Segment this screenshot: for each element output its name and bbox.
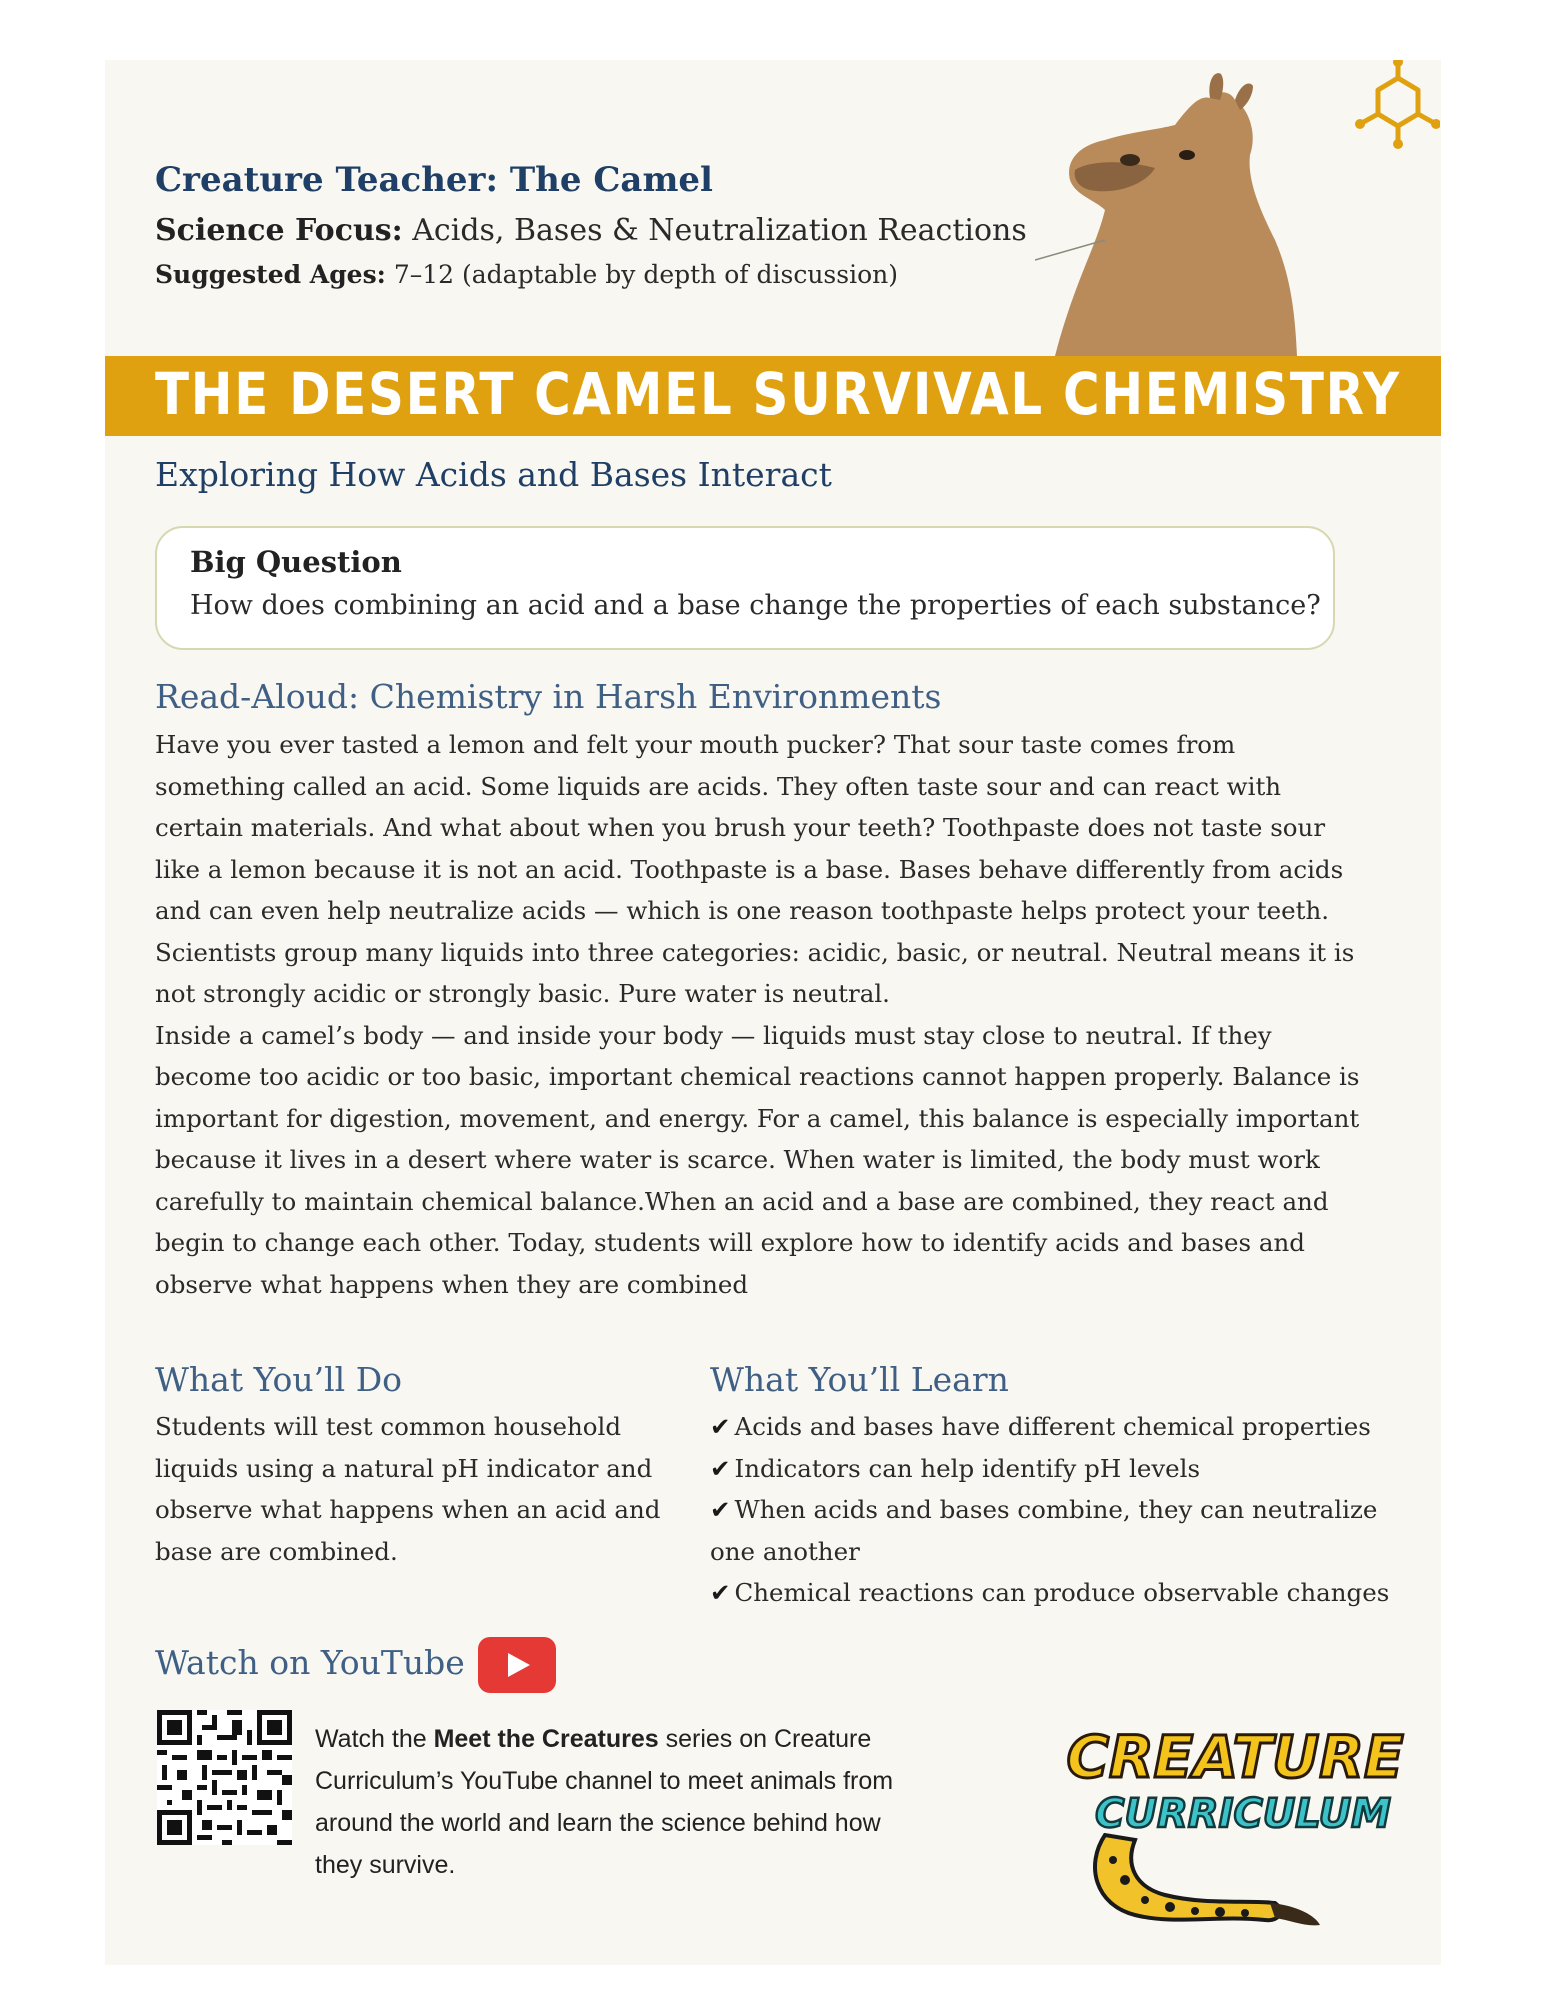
title-banner <box>105 356 1441 436</box>
youtube-text-after: series on Creature Curriculum’s YouTube channel to meet animals from around the world and learn the science behind how they survive. <box>315 1725 894 1879</box>
qr-code[interactable] <box>157 1710 292 1845</box>
series-name: Meet the Creatures <box>433 1725 659 1753</box>
list-item <box>710 1489 1410 1572</box>
suggested-ages-value: 7–12 (adaptable by depth of discussion) <box>385 260 898 289</box>
read-aloud-paragraph: Scientists group many liquids into three categories: acidic, basic, or neutral. Neutral means it is not strongly acidic or strongly basic. Pure water is neutral. <box>155 937 1355 1008</box>
big-question-box <box>155 526 1335 650</box>
check-icon: ✔ <box>710 1495 731 1524</box>
read-aloud-paragraph: Inside a camel’s body — and inside your body — liquids must stay close to neutral. If they become too acidic or too basic, important chemical reactions cannot happen properly. Balance is important for digestion, movement, and energy. For a camel, this balance is especially important because it lives in a desert where water is scarce. When water is limited, the body must work carefully to maintain chemical balance.When an acid and a base are combined, they react and begin to change each other. Today, students will explore how to identify acids and bases and observe what happens when they are combined <box>155 1020 1360 1299</box>
list-item <box>710 1448 1410 1490</box>
what-youll-do-text: Students will test common household liquids using a natural pH indicator and observe what happens when an acid and base are combined. <box>155 1412 661 1566</box>
creature-curriculum-logo <box>1065 1715 1405 1935</box>
big-question-text: How does combining an acid and a base change the properties of each substance? <box>190 590 1321 621</box>
teacher-title: Creature Teacher: The Camel <box>155 160 713 200</box>
list-item <box>710 1572 1410 1614</box>
list-item <box>710 1406 1410 1448</box>
learn-item-text: Acids and bases have different chemical properties <box>734 1412 1371 1441</box>
read-aloud-heading: Read-Aloud: Chemistry in Harsh Environments <box>155 677 942 716</box>
check-icon: ✔ <box>710 1578 731 1607</box>
read-aloud-paragraph: Have you ever tasted a lemon and felt your mouth pucker? That sour taste comes from something called an acid. Some liquids are acids. They often taste sour and can react with certain materials. And what about when you brush your teeth? Toothpaste does not taste sour like a lemon because it is not an acid. Toothpaste is a base. Bases behave differently from acids and can even help neutralize acids — which is one reason toothpaste helps protect your teeth. <box>155 730 1344 925</box>
youtube-play-button[interactable] <box>478 1637 556 1693</box>
learn-item-text: Chemical reactions can produce observable changes <box>734 1578 1390 1607</box>
suggested-ages-label: Suggested Ages: <box>155 260 386 289</box>
read-aloud-body <box>155 724 1370 1305</box>
science-focus-label: Science Focus: <box>155 213 403 248</box>
learn-item-text: When acids and bases combine, they can neutralize one another <box>710 1495 1378 1566</box>
banner-title: THE DESERT CAMEL SURVIVAL CHEMISTRY <box>155 360 1401 428</box>
logo-line2: CURRICULUM <box>1095 1791 1391 1837</box>
check-icon: ✔ <box>710 1412 731 1441</box>
youtube-text-before: Watch the <box>315 1725 434 1753</box>
what-youll-learn-heading: What You’ll Learn <box>710 1360 1009 1399</box>
page-subtitle: Exploring How Acids and Bases Interact <box>155 455 832 494</box>
youtube-play-icon <box>508 1653 530 1677</box>
camel-photo <box>1035 60 1325 356</box>
page <box>105 60 1441 1965</box>
check-icon: ✔ <box>710 1453 731 1483</box>
science-focus <box>155 213 1027 248</box>
learn-item-text: Indicators can help identify pH levels <box>734 1453 1201 1483</box>
molecule-icon <box>1350 60 1440 160</box>
what-youll-do-heading: What You’ll Do <box>155 1360 403 1399</box>
suggested-ages <box>155 260 898 289</box>
learn-list <box>710 1406 1410 1614</box>
big-question-title: Big Question <box>190 545 402 579</box>
logo-line1: CREATURE <box>1066 1723 1404 1791</box>
youtube-heading: Watch on YouTube <box>155 1643 465 1682</box>
science-focus-value: Acids, Bases & Neutralization Reactions <box>402 213 1027 248</box>
youtube-description <box>315 1718 915 1886</box>
